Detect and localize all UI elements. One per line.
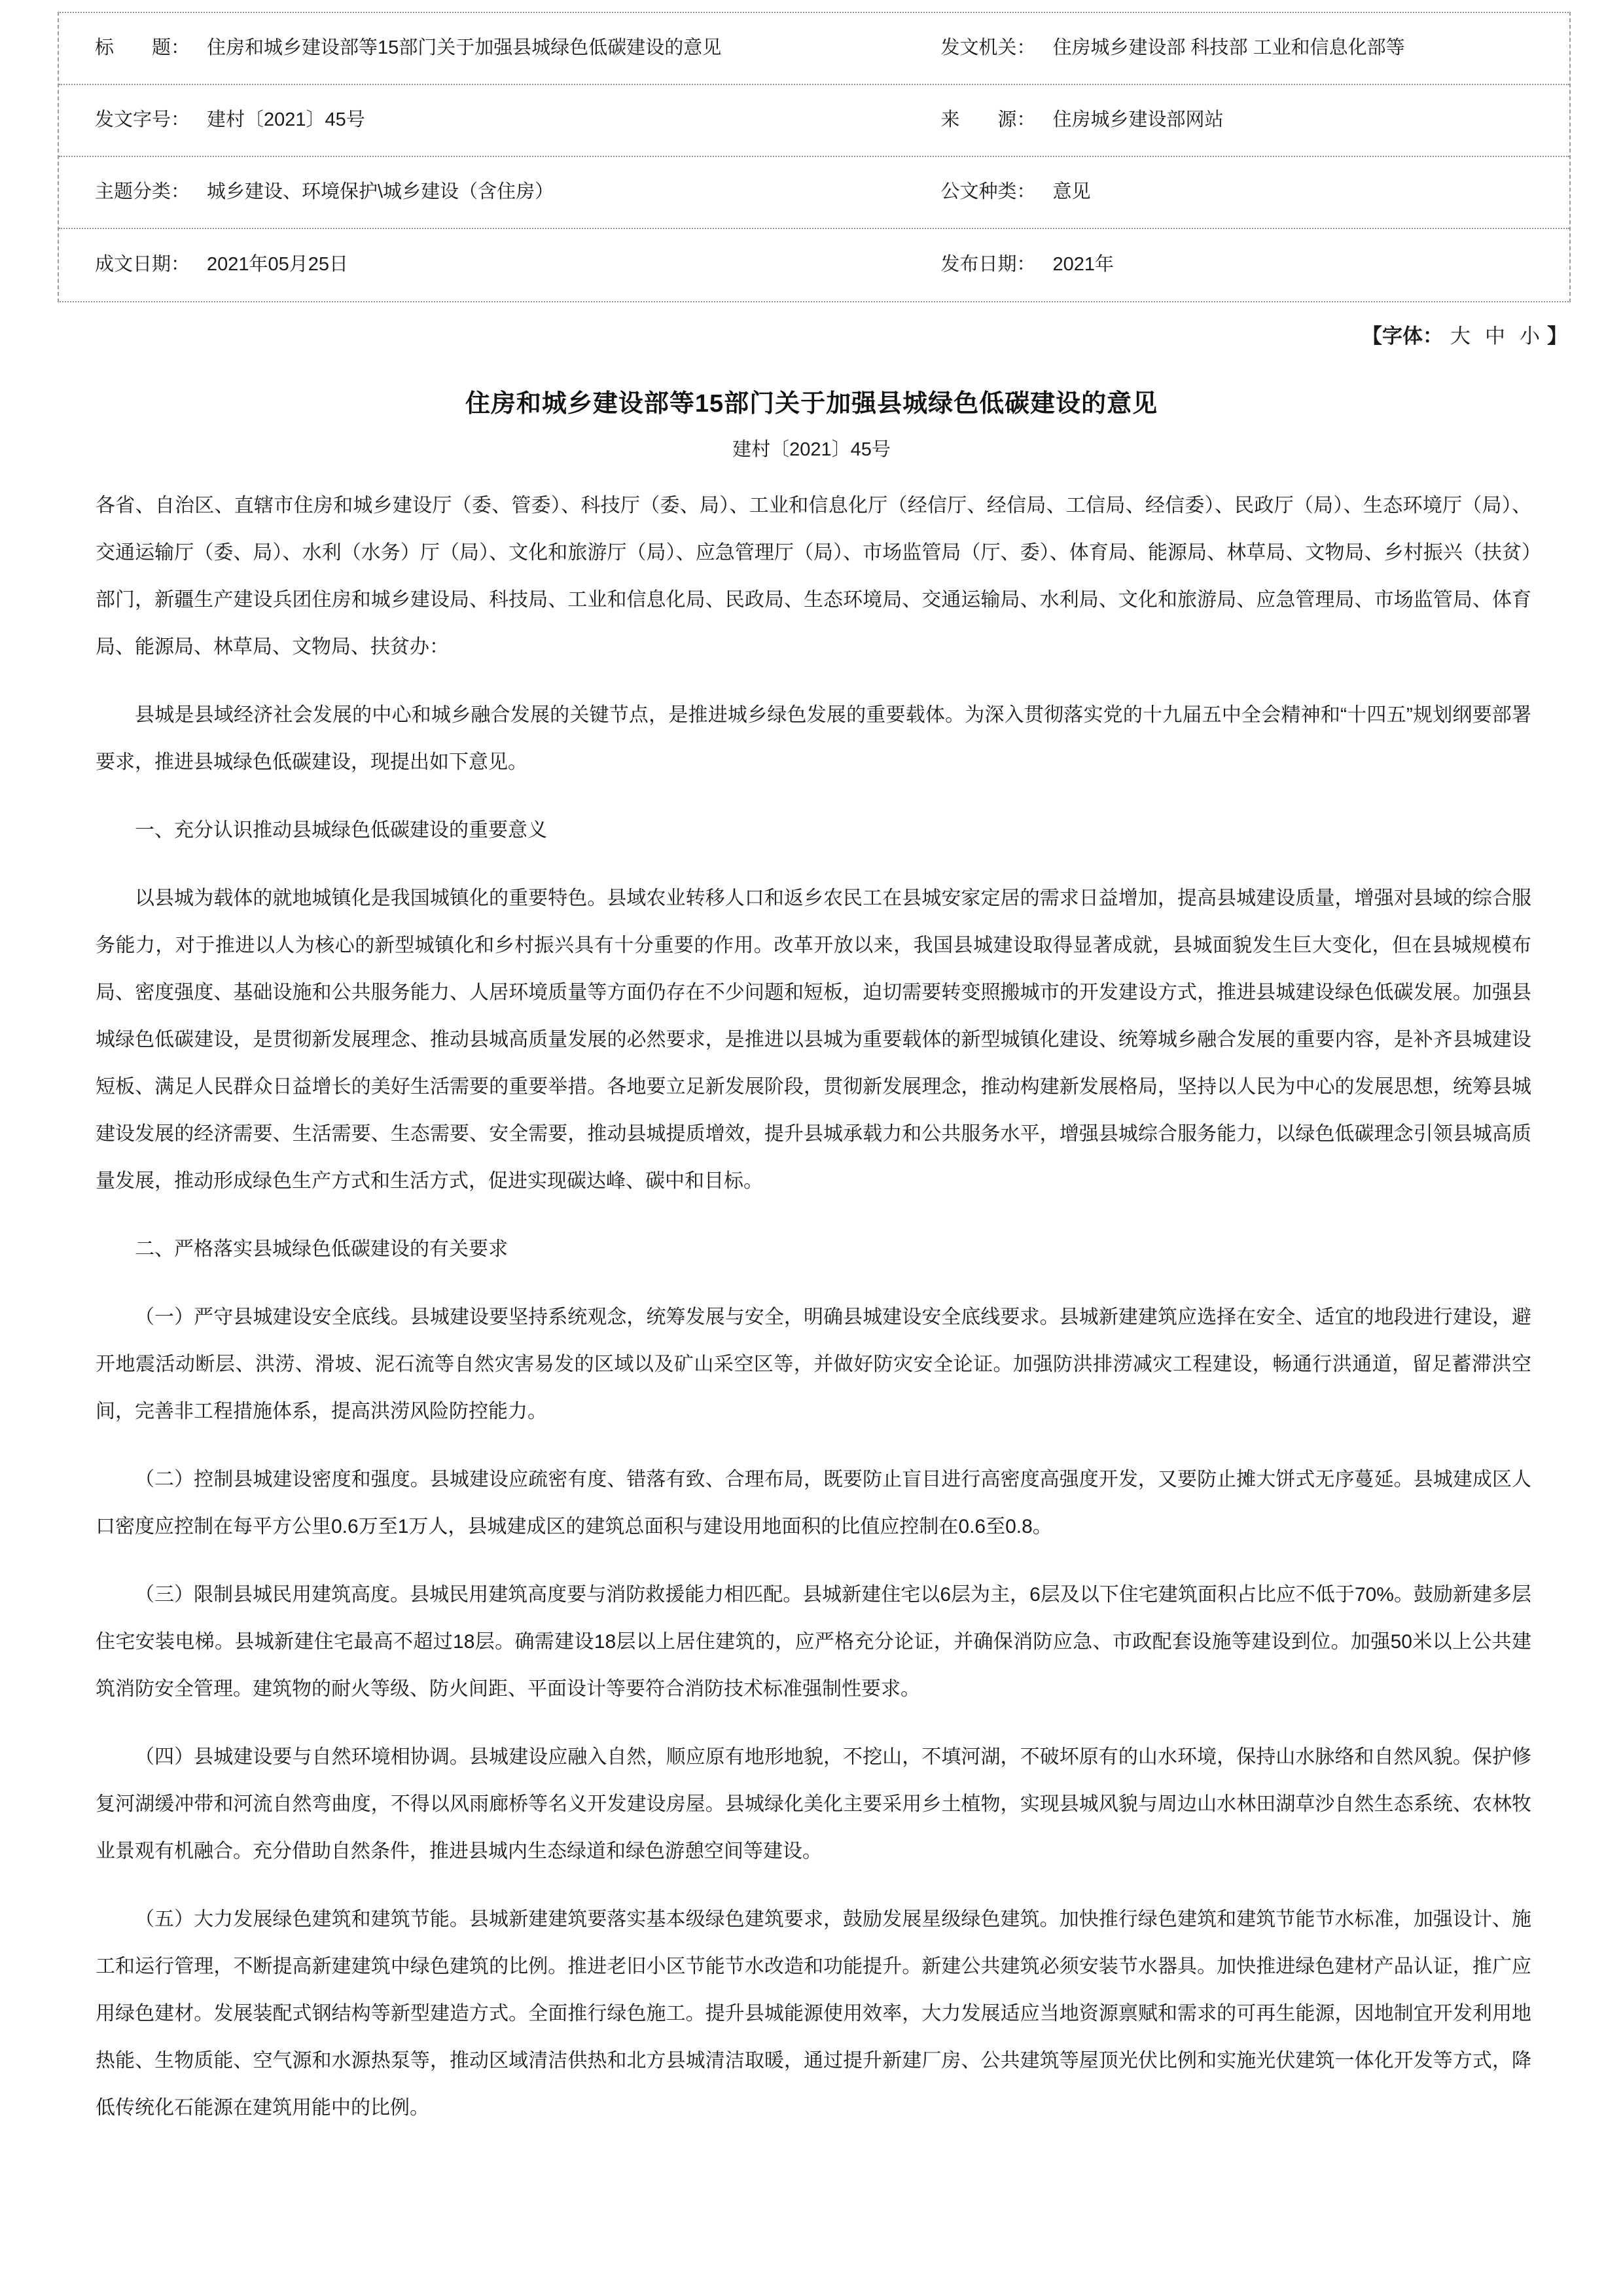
meta-cell-issuing-agency (904, 16, 1569, 81)
meta-row-dates (59, 229, 1569, 301)
addressee-paragraph: 各省、自治区、直辖市住房和城乡建设厅（委、管委）、科技厅（委、局）、工业和信息化厅（经信厅、经信局、工信局、经信委）、民政厅（局）、生态环境厅（局）、交通运输厅（委、局）、水利（水务）厅（局）、文化和旅游厅（局）、应急管理厅（局）、市场监管局（厅、委）、体育局、能源局、林草局、文物局、乡村振兴（扶贫）部门，新疆生产建设兵团住房和城乡建设局、科技局、工业和信息化局、民政局、生态环境局、交通运输局、水利局、文化和旅游局、应急管理局、市场监管局、体育局、能源局、林草局、文物局、扶贫办： (96, 495, 1531, 658)
meta-value-publish-date: 2021年 (1052, 254, 1114, 276)
font-size-large-link[interactable]: 大 (1450, 325, 1471, 348)
meta-label-doc-type: 公文种类： (940, 181, 1036, 203)
meta-cell-title (59, 16, 904, 81)
meta-cell-doc-type (904, 160, 1569, 225)
meta-cell-doc-number (59, 88, 904, 153)
meta-row-docnumber-source (59, 85, 1569, 157)
item-3-paragraph: （三）限制县城民用建筑高度。县城民用建筑高度要与消防救援能力相匹配。县城新建住宅以6层为主，6层及以下住宅建筑面积占比应不低于70%。鼓励新建多层住宅安装电梯。县城新建住宅最高不超过18层。确需建设18层以上居住建筑的，应严格充分论证，并确保消防应急、市政配套设施等建设到位。加强50米以上公共建筑消防安全管理。建筑物的耐火等级、防火间距、平面设计等要符合消防技术标准强制性要求。 (96, 1584, 1531, 1700)
document-title: 住房和城乡建设部等15部门关于加强县城绿色低碳建设的意见 (465, 390, 1158, 418)
font-size-selector (0, 319, 1567, 349)
meta-label-doc-number: 发文字号： (95, 109, 190, 131)
meta-value-doc-number: 建村〔2021〕45号 (207, 109, 365, 131)
intro-paragraph: 县城是县域经济社会发展的中心和城乡融合发展的关键节点，是推进城乡绿色发展的重要载体。为深入贯彻落实党的十九届五中全会精神和“十四五”规划纲要部署要求，推进县城绿色低碳建设，现提出如下意见。 (96, 704, 1531, 773)
meta-label-title: 标 题： (95, 37, 190, 59)
meta-cell-written-date (59, 232, 904, 298)
item-1-paragraph: （一）严守县城建设安全底线。县城建设要坚持系统观念，统筹发展与安全，明确县城建设安全底线要求。县城新建建筑应选择在安全、适宜的地段进行建设，避开地震活动断层、洪涝、滑坡、泥石流等自然灾害易发的区域以及矿山采空区等，并做好防灾安全论证。加强防洪排涝减灾工程建设，畅通行洪通道，留足蓄滞洪空间，完善非工程措施体系，提高洪涝风险防控能力。 (96, 1306, 1531, 1422)
meta-label-source: 来 源： (940, 109, 1036, 131)
font-selector-suffix: 】 (1547, 325, 1567, 348)
font-selector-prefix: 【字体： (1362, 325, 1443, 348)
meta-cell-source (904, 88, 1569, 153)
document-number: 建村〔2021〕45号 (732, 439, 891, 460)
font-size-small-link[interactable]: 小 (1520, 325, 1540, 348)
meta-value-written-date: 2021年05月25日 (207, 254, 349, 276)
font-size-medium-link[interactable]: 中 (1485, 325, 1505, 348)
meta-value-title: 住房和城乡建设部等15部门关于加强县城绿色低碳建设的意见 (207, 37, 722, 59)
item-5-paragraph: （五）大力发展绿色建筑和建筑节能。县城新建建筑要落实基本级绿色建筑要求，鼓励发展星级绿色建筑。加快推行绿色建筑和建筑节能节水标准，加强设计、施工和运行管理，不断提高新建建筑中绿色建筑的比例。推进老旧小区节能节水改造和功能提升。新建公共建筑必须安装节水器具。加快推进绿色建材产品认证，推广应用绿色建材。发展装配式钢结构等新型建造方式。全面推行绿色施工。提升县城能源使用效率，大力发展适应当地资源禀赋和需求的可再生能源，因地制宜开发利用地热能、生物质能、空气源和水源热泵等，推动区域清洁供热和北方县城清洁取暖，通过提升新建厂房、公共建筑等屋顶光伏比例和实施光伏建筑一体化开发等方式，降低传统化石能源在建筑用能中的比例。 (96, 1909, 1531, 2119)
meta-label-issuing-agency: 发文机关： (940, 37, 1036, 59)
meta-cell-subject-category (59, 160, 904, 225)
section-heading-1: 一、充分认识推动县城绿色低碳建设的重要意义 (135, 819, 547, 841)
document-body (96, 482, 1531, 2179)
meta-cell-publish-date (904, 232, 1569, 298)
meta-label-subject-category: 主题分类： (95, 181, 190, 203)
section-heading-2: 二、严格落实县城绿色低碳建设的有关要求 (135, 1238, 508, 1260)
section-1-paragraph: 以县城为载体的就地城镇化是我国城镇化的重要特色。县域农业转移人口和返乡农民工在县城安家定居的需求日益增加，提高县城建设质量，增强对县域的综合服务能力，对于推进以人为核心的新型城镇化和乡村振兴具有十分重要的作用。改革开放以来，我国县城建设取得显著成就，县城面貌发生巨大变化，但在县城规模布局、密度强度、基础设施和公共服务能力、人居环境质量等方面仍存在不少问题和短板，迫切需要转变照搬城市的开发建设方式，推进县城建设绿色低碳发展。加强县城绿色低碳建设，是贯彻新发展理念、推动县城高质量发展的必然要求，是推进以县城为重要载体的新型城镇化建设、统筹城乡融合发展的重要内容，是补齐县城建设短板、满足人民群众日益增长的美好生活需要的重要举措。各地要立足新发展阶段，贯彻新发展理念，推动构建新发展格局，坚持以人民为中心的发展思想，统筹县城建设发展的经济需要、生活需要、生态需要、安全需要，推动县城提质增效，提升县城承载力和公共服务水平，增强县城综合服务能力，以绿色低碳理念引领县城高质量发展，推动形成绿色生产方式和生活方式，促进实现碳达峰、碳中和目标。 (96, 888, 1531, 1192)
meta-row-title-agency (59, 13, 1569, 85)
meta-label-written-date: 成文日期： (95, 254, 190, 276)
meta-value-source: 住房城乡建设部网站 (1052, 109, 1224, 131)
meta-row-category-type (59, 157, 1569, 229)
document-meta-table (58, 12, 1571, 302)
item-4-paragraph: （四）县城建设要与自然环境相协调。县城建设应融入自然，顺应原有地形地貌，不挖山，不填河湖，不破坏原有的山水环境，保持山水脉络和自然风貌。保护修复河湖缓冲带和河流自然弯曲度，不得以风雨廊桥等名义开发建设房屋。县城绿化美化主要采用乡土植物，实现县城风貌与周边山水林田湖草沙自然生态系统、农林牧业景观有机融合。充分借助自然条件，推进县城内生态绿道和绿色游憩空间等建设。 (96, 1746, 1531, 1862)
item-2-paragraph: （二）控制县城建设密度和强度。县城建设应疏密有度、错落有致、合理布局，既要防止盲目进行高密度高强度开发，又要防止摊大饼式无序蔓延。县城建成区人口密度应控制在每平方公里0.6万至1万人，县城建成区的建筑总面积与建设用地面积的比值应控制在0.6至0.8。 (96, 1469, 1531, 1537)
meta-value-issuing-agency: 住房城乡建设部 科技部 工业和信息化部等 (1052, 37, 1405, 59)
meta-value-doc-type: 意见 (1052, 181, 1091, 203)
meta-value-subject-category: 城乡建设、环境保护\城乡建设（含住房） (207, 181, 554, 203)
meta-label-publish-date: 发布日期： (940, 254, 1036, 276)
